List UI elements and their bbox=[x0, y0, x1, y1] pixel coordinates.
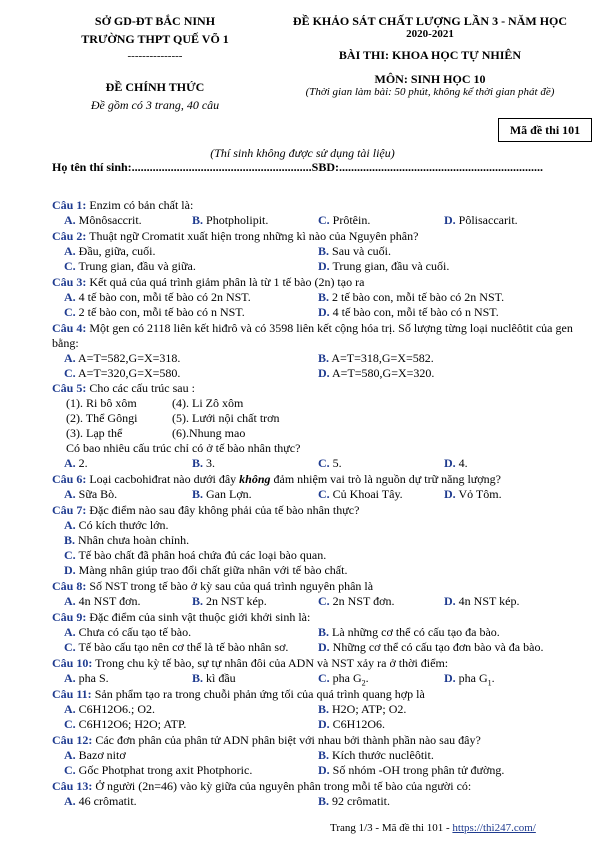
q4-option-d: D. A=T=580,G=X=320. bbox=[318, 366, 435, 380]
question-2: Câu 2: Thuật ngữ Cromatit xuất hiện trong những kì nào của Nguyên phân? bbox=[52, 229, 419, 243]
q8-option-c: C. 2n NST đơn. bbox=[318, 594, 395, 608]
q7-option-d: D. Màng nhân giúp trao đổi chất giữa nhân với tế bào chất. bbox=[64, 563, 348, 577]
subject: MÔN: SINH HỌC 10 bbox=[374, 72, 486, 86]
q12-option-d: D. Số nhóm -OH trong phân tử đường. bbox=[318, 763, 505, 777]
school-name: TRƯỜNG THPT QUẾ VÕ 1 bbox=[81, 32, 229, 46]
q1-option-c: C. Prôtêin. bbox=[318, 213, 371, 227]
question-13: Câu 13: Ở người (2n=46) vào kỳ giữa của nguyên phân trong mỗi tế bào của người có: bbox=[52, 779, 472, 793]
question-5: Câu 5: Cho các cấu trúc sau : bbox=[52, 381, 195, 395]
exam-title: ĐỀ KHẢO SÁT CHẤT LƯỢNG LẦN 3 - NĂM HỌC bbox=[292, 14, 568, 28]
school-year: 2020-2021 bbox=[406, 28, 454, 40]
q3-option-c: C. 2 tế bào con, mỗi tế bào có n NST. bbox=[64, 305, 245, 319]
page-count: Đề gồm có 3 trang, 40 câu bbox=[90, 98, 220, 112]
exam-code-box: Mã đề thi 101 bbox=[498, 118, 592, 142]
q8-option-b: B. 2n NST kép. bbox=[192, 594, 267, 608]
q5-question: Có bao nhiêu cấu trúc chỉ có ở tế bào nhân thực? bbox=[66, 441, 301, 455]
q1-option-a: A. Mônôsaccrit. bbox=[64, 213, 142, 227]
q8-option-d: D. 4n NST kép. bbox=[444, 594, 520, 608]
q5-item-3: (3). Lạp thể bbox=[66, 426, 123, 440]
q2-option-c: C. Trung gian, đầu và giữa. bbox=[64, 259, 196, 273]
question-9: Câu 9: Đặc điểm của sinh vật thuộc giới khởi sinh là: bbox=[52, 610, 311, 624]
q6-option-c: C. Củ Khoai Tây. bbox=[318, 487, 403, 501]
q5-item-5: (5). Lưới nội chất trơn bbox=[172, 411, 280, 425]
q6-option-a: A. Sữa Bò. bbox=[64, 487, 118, 501]
q10-option-d: D. pha $G_1$. bbox=[444, 671, 495, 688]
q11-option-b: B. H2O; ATP; O2. bbox=[318, 702, 407, 716]
exam-subject-group: BÀI THI: KHOA HỌC TỰ NHIÊN bbox=[338, 48, 522, 62]
question-12: Câu 12: Các đơn phân của phân tử ADN phân biệt với nhau bởi thành phần nào sau đây? bbox=[52, 733, 481, 747]
q2-option-b: B. Sau và cuối. bbox=[318, 244, 392, 258]
q1-option-d: D. Pôlisaccarit. bbox=[444, 213, 518, 227]
q6-option-d: D. Vỏ Tôm. bbox=[444, 487, 502, 501]
q5-item-2: (2). Thể Gôngi bbox=[66, 411, 138, 425]
q1-option-b: B. Photpholipit. bbox=[192, 213, 269, 227]
q3-option-b: B. 2 tế bào con, mỗi tế bào có 2n NST. bbox=[318, 290, 505, 304]
q5-option-d: D. 4. bbox=[444, 456, 468, 470]
question-1: Câu 1: Enzim có bản chất là: bbox=[52, 198, 194, 212]
q9-option-a: A. Chưa có cấu tạo tế bào. bbox=[64, 625, 192, 639]
question-7: Câu 7: Đặc điểm nào sau đây không phải của tế bào nhân thực? bbox=[52, 503, 360, 517]
question-4: Câu 4: Một gen có 2118 liên kết hiđrô và có 3598 liên kết cộng hóa trị. Số lượng từng loại nuclêôtit của gen bằng: bbox=[52, 321, 573, 350]
q12-option-b: B. Kích thước nuclêôtit. bbox=[318, 748, 434, 762]
q9-option-b: B. Là những cơ thể có cấu tạo đa bào. bbox=[318, 625, 500, 639]
q5-item-6: (6).Nhung mao bbox=[172, 426, 246, 440]
time-note: (Thời gian làm bài: 50 phút, không kể thời gian phát đề) bbox=[305, 86, 555, 98]
q5-option-c: C. 5. bbox=[318, 456, 342, 470]
q4-option-c: C. A=T=320,G=X=580. bbox=[64, 366, 181, 380]
question-10: Câu 10: Trong chu kỳ tế bào, sự tự nhân đôi của ADN và NST xảy ra ở thời điểm: bbox=[52, 656, 449, 670]
divider: --------------- bbox=[127, 50, 183, 62]
dept-name: SỞ GD-ĐT BẮC NINH bbox=[94, 14, 216, 28]
q10-option-a: A. pha S. bbox=[64, 671, 109, 685]
q4-option-b: B. A=T=318,G=X=582. bbox=[318, 351, 434, 365]
q6-option-b: B. Gan Lợn. bbox=[192, 487, 252, 501]
q12-option-c: C. Gốc Photphat trong axit Photphoric. bbox=[64, 763, 253, 777]
q11-option-d: D. C6H12O6. bbox=[318, 717, 386, 731]
q10-option-c: C. pha $G_2$. bbox=[318, 671, 369, 688]
question-6: Câu 6: Loại cacbohiđrat nào dưới đây không đảm nhiệm vai trò là nguồn dự trữ năng lượng? bbox=[52, 472, 501, 486]
q7-option-c: C. Tế bào chất đã phân hoá chứa đủ các loại bào quan. bbox=[64, 548, 327, 562]
q3-option-a: A. 4 tế bào con, mỗi tế bào có 2n NST. bbox=[64, 290, 251, 304]
question-3: Câu 3: Kết quả của quá trình giảm phân là từ 1 tế bào (2n) tạo ra bbox=[52, 275, 365, 289]
q5-item-1: (1). Ri bô xôm bbox=[66, 396, 137, 410]
question-8: Câu 8: Số NST trong tế bào ở kỳ sau của quá trình nguyên phân là bbox=[52, 579, 374, 593]
official-label: ĐỀ CHÍNH THỨC bbox=[105, 80, 205, 94]
q9-option-d: D. Những cơ thể có cấu tạo đơn bào và đa bào. bbox=[318, 640, 544, 654]
q8-option-a: A. 4n NST đơn. bbox=[64, 594, 141, 608]
q2-option-d: D. Trung gian, đầu và cuối. bbox=[318, 259, 450, 273]
q7-option-b: B. Nhân chưa hoàn chỉnh. bbox=[64, 533, 190, 547]
material-note: (Thí sinh không được sử dụng tài liệu) bbox=[210, 146, 395, 160]
q4-option-a: A. A=T=582,G=X=318. bbox=[64, 351, 181, 365]
q3-option-d: D. 4 tế bào con, mỗi tế bào có n NST. bbox=[318, 305, 499, 319]
q9-option-c: C. Tế bào cấu tạo nên cơ thể là tế bào nhân sơ. bbox=[64, 640, 289, 654]
q13-option-a: A. 46 crômatit. bbox=[64, 794, 137, 808]
question-11: Câu 11: Sản phẩm tạo ra trong chuỗi phản ứng tối của quá trình quang hợp là bbox=[52, 687, 425, 701]
page-footer: Trang 1/3 - Mã đề thi 101 - https://thi247.com/ bbox=[330, 822, 536, 834]
q2-option-a: A. Đầu, giữa, cuối. bbox=[64, 244, 156, 258]
q5-option-b: B. 3. bbox=[192, 456, 216, 470]
q13-option-b: B. 92 crômatit. bbox=[318, 794, 390, 808]
source-link[interactable]: https://thi247.com/ bbox=[452, 822, 536, 834]
q11-option-a: A. C6H12O6.; O2. bbox=[64, 702, 156, 716]
q5-option-a: A. 2. bbox=[64, 456, 88, 470]
q5-item-4: (4). Li Zô xôm bbox=[172, 396, 244, 410]
candidate-line: Họ tên thí sinh:............................................................SBD:.................................................................... bbox=[52, 160, 544, 174]
q11-option-c: C. C6H12O6; H2O; ATP. bbox=[64, 717, 187, 731]
q12-option-a: A. Bazơ nitơ bbox=[64, 748, 126, 762]
q10-option-b: B. kì đầu bbox=[192, 671, 236, 685]
q7-option-a: A. Có kích thước lớn. bbox=[64, 518, 169, 532]
